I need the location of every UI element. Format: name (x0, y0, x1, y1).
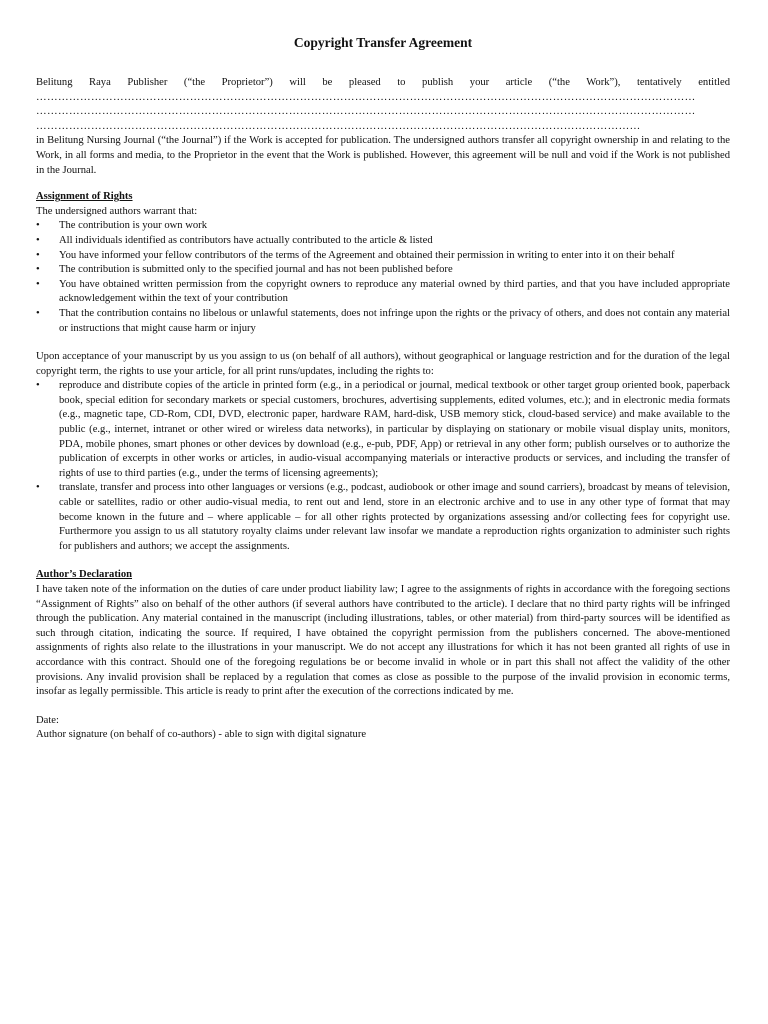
declaration-paragraph: I have taken note of the information on the duties of care under product liability law; I agree to the assignments of rights in accordance with the foregoing sections “Assignment of Rights” also on behalf of the other authors (if several authors have contributed to the article). I declare that no third party rights will be infringed through the publication. Any material contained in the manuscript (including illustrations, tables, or other material) from third-party sources will be identified as such through citation, indicating the source. If required, I have obtained the copyright permission from the publishers concerned. The above-mentioned assignments of rights also relate to the illustrations in your manuscript. We do not accept any illustrations for which it has not been granted all rights of use in accordance with this contract. Should one of the foregoing regulations be or become invalid in whole or in part this shall not affect the validity of the other provisions. Any invalid provision shall be replaced by a regulation that comes as close as possible to the purpose of the invalid provision in economic terms, insofar as legally permissible. This article is ready to print after the execution of the corrections indicated by me. (36, 584, 730, 698)
list-item: • The contribution is your own work (36, 219, 730, 234)
list-item: • You have obtained written permission from the copyright owners to reproduce any material owned by third parties, and that you have included appropriate acknowledgement within the text of your contribution (36, 278, 730, 305)
bullet: • (36, 380, 40, 392)
acceptance-paragraph: Upon acceptance of your manuscript by us you assign to us (on behalf of all authors), without geographical or language restriction and for the duration of the legal copyright term, the rights to use your article, for all print runs/updates, including the rights to: (36, 351, 730, 377)
list-item: • You have informed your fellow contributors of the terms of the Agreement and obtained their permission in writing to enter into it on their behalf (36, 249, 730, 264)
bullet: • (36, 482, 40, 494)
bullet: • (36, 278, 40, 290)
title-blank-line-2: ……………………………………………………………………………………………………………………………………………………………… (36, 106, 696, 118)
list-item: • The contribution is submitted only to the specified journal and has not been published before (36, 263, 730, 278)
declaration-heading: Author’s Declaration (36, 569, 133, 581)
bullet: • (36, 220, 40, 232)
document-page (36, 34, 730, 743)
bullet: • (36, 307, 40, 319)
intro-first-line: Belitung Raya Publisher (“the Proprietor”) will be pleased to publish your article (“the Work”), tentatively entitled (36, 77, 730, 88)
list-item: • That the contribution contains no libelous or unlawful statements, does not infringe upon the rights or the privacy of others, and does not contain any material or instructions that might cause harm or injury (36, 307, 730, 334)
list-item: • translate, transfer and process into other languages or versions (e.g., podcast, audiobook or other image and sound carriers), broadcast by means of television, cable or satellites, radio or other audio-visual media, to rent out and lend, store in an electronic archive and to use in any other type of format that may become known in the future and – where applicable – for all other rights protected by organizations assessing and/or collecting fees for copyright use. Furthermore you assign to us all statutory royalty claims under relevant law insofar we mandate a reproduction rights organization to administer such rights for publishers and authors; we accept the assignments. (36, 482, 730, 552)
intro-paragraph: in Belitung Nursing Journal (“the Journal”) if the Work is accepted for publication. The undersigned authors transfer all copyright ownership in and relating to the Work, in all forms and media, to the Proprietor in the event that the Work is published. However, this agreement will be null and void if the Work is not published in the Journal. (36, 135, 730, 176)
warranty-list (36, 219, 730, 336)
bullet: • (36, 234, 40, 246)
list-item: • All individuals identified as contributors have actually contributed to the article & listed (36, 234, 730, 249)
title-blank-line-1: ……………………………………………………………………………………………………………………………………………………………… (36, 91, 696, 103)
document-title: Copyright Transfer Agreement (293, 35, 473, 50)
assignment-heading: Assignment of Rights (36, 191, 133, 203)
signature-label: Author signature (on behalf of co-authors) - able to sign with digital signature (36, 729, 367, 741)
title-blank-line-3: ………………………………………………………………………………………………………………………………………………… (36, 120, 641, 132)
bullet: • (36, 264, 40, 276)
list-item: • reproduce and distribute copies of the article in printed form (e.g., in a periodical or journal, medical textbook or other target group oriented book, paperback book, special edition for secondary markets or special customers, brochures, advertising supplements, edited volumes, etc.); and in electronic media formats (e.g., magnetic tape, CD-Rom, CDI, DVD, electronic paper, hardware RAM, hard-disk, USB memory stick, cloud-based service) and make available to the public (e.g., internet, intranet or other wired or wireless data networks), in particular by displaying on stationary or mobile visual display units, monitors, PDA, mobile phones, smart phones or other devices by download (e.g., e-pub, PDF, App) or retrieval in any other form; publish ourselves or to authorize the publication of excerpts in other works or articles, in audio-visual accompanying materials or interactive products or services, and including the transfer of rights of use to third parties (e.g., under the terms of licensing agreements); (36, 380, 730, 479)
date-label: Date: (36, 714, 59, 726)
rights-list (36, 379, 730, 554)
assignment-lead: The undersigned authors warrant that: (36, 205, 198, 217)
bullet: • (36, 249, 40, 261)
